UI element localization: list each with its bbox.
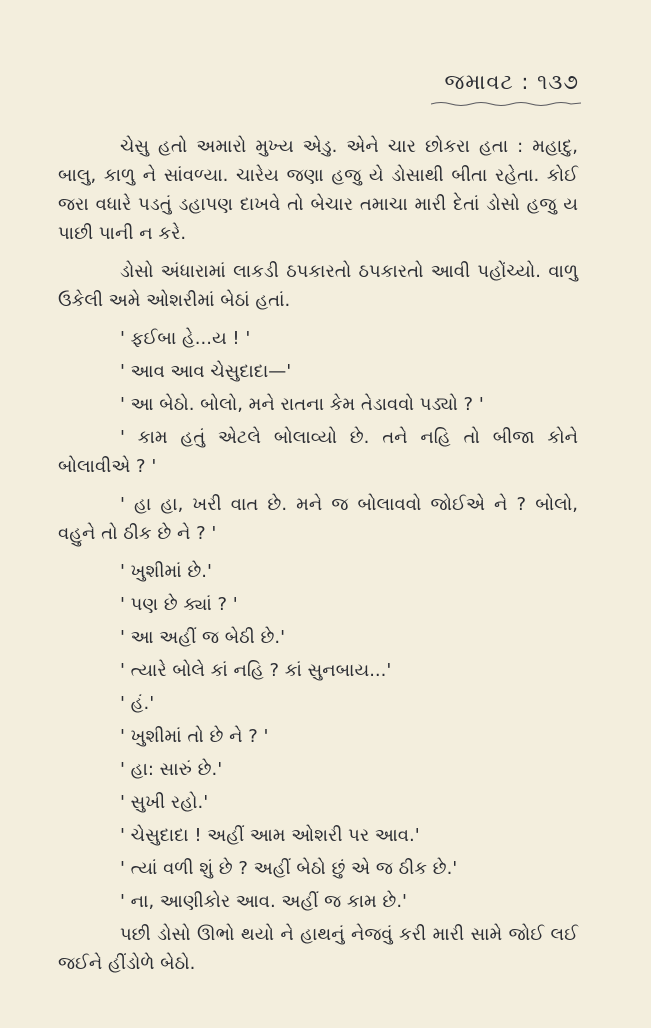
dialogue-line: ' ત્યાં વળી શું છે ? અહીં બેઠો છું એ જ ઠીક છે.' — [120, 858, 458, 879]
paragraph: પછી ડોસો ઊભો થયો ને હાથનું નેજવું કરી મારી સામે જોઈ લઈ જઈને હીંડોળે બેઠો. — [58, 924, 578, 974]
dialogue-line: ' હા: સારું છે.' — [120, 759, 223, 780]
dialogue-line: ' પણ છે ક્યાં ? ' — [120, 594, 238, 615]
paragraph: ચેસુ હતો અમારો મુખ્ય એડુ. એને ચાર છોકરા હતા : મહાદુ, બાલુ, કાળુ ને સાંવળ્યા. ચારેય જણા હજુ યે ડોસાથી બીતા રહેતા. કોઈ જરા વધારે પડતું ડહાપણ દાખવે તો બેચાર તમાચા મારી દેતાં ડોસો હજુ ય પાછી પાની ન કરે. — [58, 136, 578, 244]
dialogue-line: ' ચેસુદાદા ! અહીં આમ ઓશરી પર આવ.' — [120, 825, 420, 846]
dialogue-line: ' ના, આણીકોર આવ. અહીં જ કામ છે.' — [120, 891, 407, 912]
dialogue-line: ' સુખી રહો.' — [120, 792, 209, 813]
dialogue-line: ' હં.' — [120, 693, 155, 714]
dialogue-line: ' ત્યારે બોલે કાં નહિ ? કાં સુનબાય...' — [120, 660, 392, 681]
dialogue-line: ' ખુશીમાં છે.' — [120, 561, 212, 582]
paragraph: ' હા હા, ખરી વાત છે. મને જ બોલાવવો જોઈએ ને ? બોલો, વહુને તો ઠીક છે ને ? ' — [58, 494, 578, 544]
dialogue-line: ' આ બેઠો. બોલો, મને રાતના કેમ તેડાવવો પડ્યો ? ' — [120, 394, 484, 415]
paragraph: ડોસો અંધારામાં લાકડી ઠપકારતો ઠપકારતો આવી પહોંચ્યો. વાળુ ઉકેલી અમે ઓશરીમાં બેઠાં હતાં. — [58, 261, 578, 311]
dialogue-line: ' આવ આવ ચેસુદાદા—' — [120, 361, 292, 382]
running-header: જમાવટ : ૧૩૭ — [444, 70, 579, 94]
dialogue-line: ' ખુશીમાં તો છે ને ? ' — [120, 726, 269, 747]
dialogue-line: ' ફઈબા હે...ય ! ' — [120, 328, 251, 349]
dialogue-line: ' આ અહીં જ બેઠી છે.' — [120, 627, 286, 648]
paragraph: ' કામ હતું એટલે બોલાવ્યો છે. તને નહિ તો બીજા કોને બોલાવીએ ? ' — [58, 427, 578, 477]
body-text — [58, 132, 578, 987]
header-rule — [431, 101, 581, 107]
